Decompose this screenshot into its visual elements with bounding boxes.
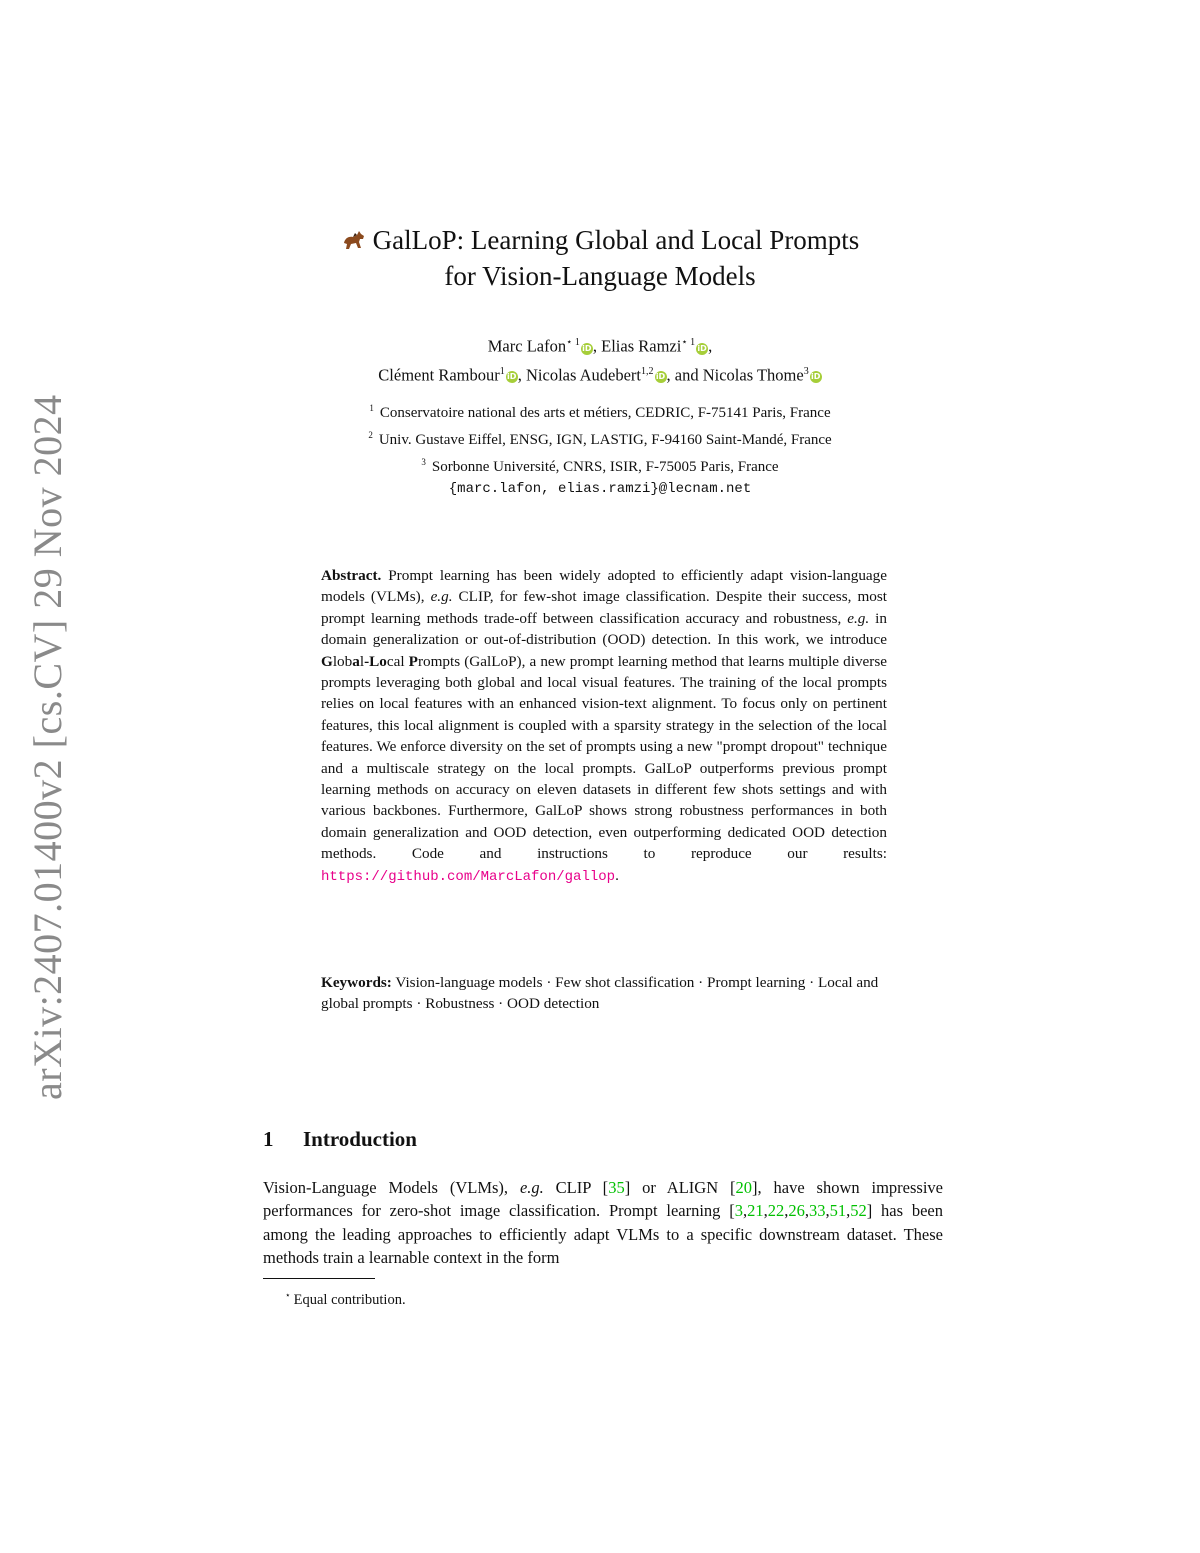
affiliation-3: $^3$ Sorbonne Université, CNRS, ISIR, F-75005 Paris, France	[421, 457, 779, 475]
author-superscript: 1	[499, 365, 505, 377]
orcid-icon[interactable]: iD	[507, 372, 517, 381]
paper-title	[200, 222, 1000, 294]
citation-link[interactable]: 26	[788, 1201, 805, 1221]
author-emails: {marc.lafon, elias.ramzi}@lecnam.net	[448, 481, 752, 497]
citation-link[interactable]: 3	[734, 1201, 743, 1221]
affiliations	[200, 397, 1000, 500]
citation-link[interactable]: 22	[767, 1201, 785, 1221]
author-name: Elias Ramzi	[601, 336, 682, 356]
author-superscript: ⋆ 1	[566, 337, 580, 348]
author-superscript: 3	[803, 365, 809, 377]
author-superscript: 1,2	[641, 365, 654, 377]
author-name: Clément Rambour	[378, 365, 500, 384]
abstract: Abstract. Prompt learning has been widely adopted to efficiently adapt vision-language models (VLMs), e.g. CLIP, for few-shot image classification. Despite their success, most prompt learning methods trade-off between classification accuracy and robustness, e.g. in domain generalization or out-of-distribution (OOD) detection. In this work, we introduce Global-Local Prompts (GalLoP), a new prompt learning method that learns multiple diverse prompts leveraging both global and local visual features. The training of the local prompts relies on local features with an enhanced vision-text alignment. To focus only on pertinent features, this local alignment is coupled with a sparsity strategy in the selection of the local features. We enforce diversity on the set of prompts using a new "prompt dropout" technique and a multiscale strategy on the local prompts. GalLoP outperforms previous prompt learning methods on accuracy on eleven datasets in different few shots settings and with various backbones. Furthermore, GalLoP shows strong robustness performances in both domain generalization and OOD detection, even outperforming dedicated OOD detection methods. Code and instructions to reproduce our results: https://github.com/MarcLafon/gallop.	[321, 567, 887, 885]
intro-paragraph: Vision-Language Models (VLMs), e.g. CLIP [35] or ALIGN [20], have shown impressive performances for zero-shot image classification. Prompt learning [3,21,22,26,33,51,52] has been among the leading approaches to efficiently adapt VLMs to a specific downstream dataset. These methods train a learnable context in the form	[263, 1178, 944, 1268]
title-line-2: for Vision-Language Models	[444, 261, 756, 291]
footnote-rule	[263, 1278, 375, 1279]
author-list: Marc Lafon$^{⋆ 1}$ iD, Elias Ramzi$^{⋆ 1}$ iD, Clément Rambour$^1$ iD, Nicolas Audebert$^{1,2}$ iD, and Nicolas Thome$^3$ iD	[378, 336, 821, 384]
footnote: ⋆ Equal contribution.	[285, 1290, 406, 1308]
citation-link[interactable]: 52	[850, 1201, 867, 1221]
section-heading: 1 Introduction	[263, 1127, 417, 1151]
affiliation-1: $^1$ Conservatoire national des arts et métiers, CEDRIC, F-75141 Paris, France	[369, 403, 831, 421]
citation-link[interactable]: 20	[735, 1178, 752, 1197]
citation-link[interactable]: 21	[747, 1201, 764, 1221]
author-superscript: ⋆ 1	[681, 337, 696, 348]
citation-link[interactable]: 51	[829, 1201, 847, 1221]
orcid-icon[interactable]: iD	[697, 343, 707, 353]
author-name: Marc Lafon	[487, 336, 567, 356]
github-link[interactable]: https://github.com/MarcLafon/gallop	[321, 868, 616, 885]
author-name: Nicolas Thome	[702, 365, 804, 384]
keywords-label: Keywords:	[321, 974, 392, 991]
citation-link[interactable]: 35	[608, 1178, 625, 1197]
affiliation-2: $^2$ Univ. Gustave Eiffel, ENSG, IGN, LASTIG, F-94160 Saint-Mandé, France	[368, 430, 832, 448]
author-name: Nicolas Audebert	[526, 365, 642, 384]
orcid-icon[interactable]: iD	[655, 372, 666, 381]
arxiv-stamp: arXiv:2407.01400v2 [cs.CV] 29 Nov 2024	[25, 394, 70, 1100]
orcid-icon[interactable]: iD	[810, 372, 821, 381]
horse-logo-icon	[341, 224, 367, 246]
orcid-icon[interactable]: iD	[582, 343, 592, 353]
keywords: Keywords: Vision-language models · Few shot classification · Prompt learning · Local and global prompts · Robustness · OOD detection	[321, 974, 879, 1013]
title-line-1: GalLoP: Learning Global and Local Prompts	[372, 225, 860, 255]
citation-link[interactable]: 33	[808, 1201, 826, 1221]
abstract-label: Abstract.	[321, 567, 382, 584]
